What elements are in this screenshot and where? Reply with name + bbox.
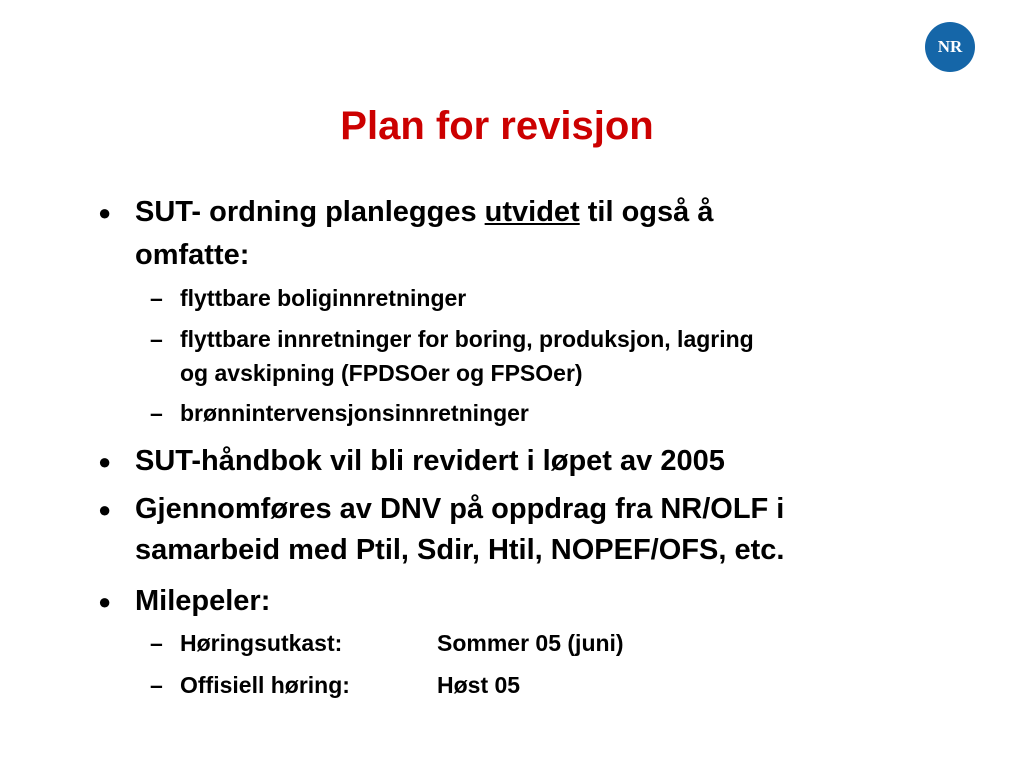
nr-logo: NR [925,22,975,72]
dash-icon: – [150,630,163,656]
dash-icon: – [150,400,163,426]
bullet-4: Milepeler: [135,585,271,617]
milestone-item: Høringsutkast: Sommer 05 (juni) [180,630,624,656]
sub-item: flyttbare boliginnretninger [180,285,467,311]
bullet-1: SUT- ordning planlegges utvidet til også å [135,196,714,228]
milestone-item: Offisiell høring: Høst 05 [180,672,521,698]
dash-icon: – [150,672,163,698]
bullet-icon: ● [98,497,112,522]
bullet-icon: ● [98,200,112,225]
sub-item: flyttbare innretninger for boring, produksjon, lagring [180,326,754,352]
bullet-icon: ● [98,589,112,614]
bullet-2: SUT-håndbok vil bli revidert i løpet av 2005 [135,445,725,477]
bullet-3-line2: samarbeid med Ptil, Sdir, Htil, NOPEF/OFS, etc. [135,534,785,566]
sub-item-line2: og avskipning (FPDSOer og FPSOer) [180,360,583,386]
dash-icon: – [150,285,163,311]
bullet-3: Gjennomføres av DNV på oppdrag fra NR/OLF i [135,493,785,525]
dash-icon: – [150,326,163,352]
slide-title: Plan for revisjon [340,104,654,148]
sub-item: brønnintervensjonsinnretninger [180,400,529,426]
bullet-1-line2: omfatte: [135,239,250,271]
bullet-icon: ● [98,449,112,474]
